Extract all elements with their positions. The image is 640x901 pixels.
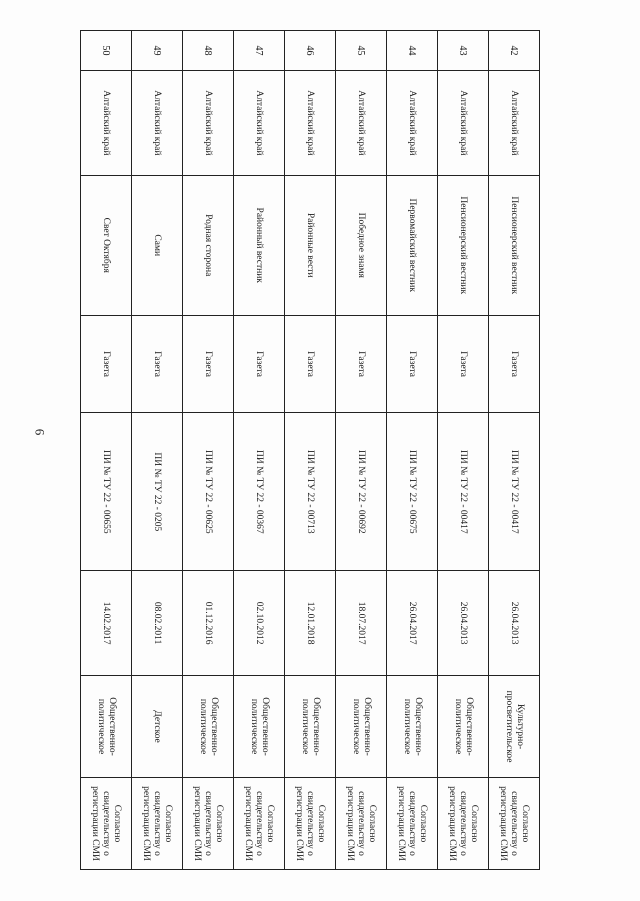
table-row [336,31,387,870]
distribution-form-cell: Газета [387,315,438,413]
distribution-form-cell: Газета [285,315,336,413]
specialization-cell: Общественно-политическое [81,676,132,778]
region-cell: Алтайский край [387,70,438,175]
territory-basis-cell: Согласно свидетельству о регистрации СМИ [132,778,183,870]
distribution-form-cell: Газета [183,315,234,413]
registration-number-cell: ПИ № ТУ 22 - 00417 [438,413,489,571]
registration-number-cell: ПИ № ТУ 22 - 00367 [234,413,285,571]
row-number-cell: 49 [132,31,183,71]
distribution-form-cell: Газета [81,315,132,413]
region-cell: Алтайский край [234,70,285,175]
table-row [132,31,183,870]
territory-basis-cell: Согласно свидетельству о регистрации СМИ [438,778,489,870]
territory-basis-cell: Согласно свидетельству о регистрации СМИ [81,778,132,870]
territory-basis-cell: Согласно свидетельству о регистрации СМИ [234,778,285,870]
specialization-cell: Культурно-просветительское [489,676,540,778]
media-title-cell: Сами [132,175,183,315]
region-cell: Алтайский край [336,70,387,175]
media-title-cell: Районные вести [285,175,336,315]
table-row [387,31,438,870]
registration-number-cell: ПИ № ТУ 22 - 00692 [336,413,387,571]
region-cell: Алтайский край [285,70,336,175]
row-number-cell: 42 [489,31,540,71]
distribution-form-cell: Газета [132,315,183,413]
specialization-cell: Общественно-политическое [234,676,285,778]
territory-basis-cell: Согласно свидетельству о регистрации СМИ [387,778,438,870]
registration-date-cell: 08.02.2011 [132,571,183,676]
distribution-form-cell: Газета [489,315,540,413]
specialization-cell: Общественно-политическое [438,676,489,778]
table-row [489,31,540,870]
specialization-cell: Общественно-политическое [387,676,438,778]
specialization-cell: Общественно-политическое [336,676,387,778]
table-row [183,31,234,870]
row-number-cell: 44 [387,31,438,71]
specialization-cell: Детское [132,676,183,778]
region-cell: Алтайский край [438,70,489,175]
row-number-cell: 47 [234,31,285,71]
table-row [438,31,489,870]
registration-date-cell: 18.07.2017 [336,571,387,676]
registration-number-cell: ПИ № ТУ 22 - 00713 [285,413,336,571]
table-row [285,31,336,870]
registration-number-cell: ПИ № ТУ 22 - 00655 [81,413,132,571]
page-number: 6 [32,428,48,436]
registration-date-cell: 01.12.2016 [183,571,234,676]
row-number-cell: 46 [285,31,336,71]
registration-number-cell: ПИ № ТУ 22 - 00625 [183,413,234,571]
media-title-cell: Свет Октября [81,175,132,315]
table-row [81,31,132,870]
row-number-cell: 45 [336,31,387,71]
media-title-cell: Родная сторона [183,175,234,315]
registration-number-cell: ПИ № ТУ 22 - 00417 [489,413,540,571]
registration-date-cell: 26.04.2017 [387,571,438,676]
registration-number-cell: ПИ № ТУ 22 - 0205 [132,413,183,571]
registration-date-cell: 26.04.2013 [438,571,489,676]
media-title-cell: Победное знамя [336,175,387,315]
row-number-cell: 43 [438,31,489,71]
region-cell: Алтайский край [489,70,540,175]
distribution-form-cell: Газета [336,315,387,413]
row-number-cell: 48 [183,31,234,71]
territory-basis-cell: Согласно свидетельству о регистрации СМИ [285,778,336,870]
media-title-cell: Районный вестник [234,175,285,315]
media-title-cell: Пенсионерский вестник [489,175,540,315]
region-cell: Алтайский край [81,70,132,175]
table-row [234,31,285,870]
territory-basis-cell: Согласно свидетельству о регистрации СМИ [489,778,540,870]
row-number-cell: 50 [81,31,132,71]
specialization-cell: Общественно-политическое [183,676,234,778]
specialization-cell: Общественно-политическое [285,676,336,778]
registration-date-cell: 14.02.2017 [81,571,132,676]
distribution-form-cell: Газета [438,315,489,413]
registration-date-cell: 02.10.2012 [234,571,285,676]
registration-date-cell: 26.04.2013 [489,571,540,676]
distribution-form-cell: Газета [234,315,285,413]
media-title-cell: Пенсионерский вестник [438,175,489,315]
territory-basis-cell: Согласно свидетельству о регистрации СМИ [336,778,387,870]
registration-number-cell: ПИ № ТУ 22 - 00675 [387,413,438,571]
registry-table-body [81,31,540,870]
territory-basis-cell: Согласно свидетельству о регистрации СМИ [183,778,234,870]
media-title-cell: Первомайский вестник [387,175,438,315]
region-cell: Алтайский край [132,70,183,175]
region-cell: Алтайский край [183,70,234,175]
registry-table-container [80,30,540,870]
media-registry-table [80,30,540,870]
registration-date-cell: 12.01.2018 [285,571,336,676]
